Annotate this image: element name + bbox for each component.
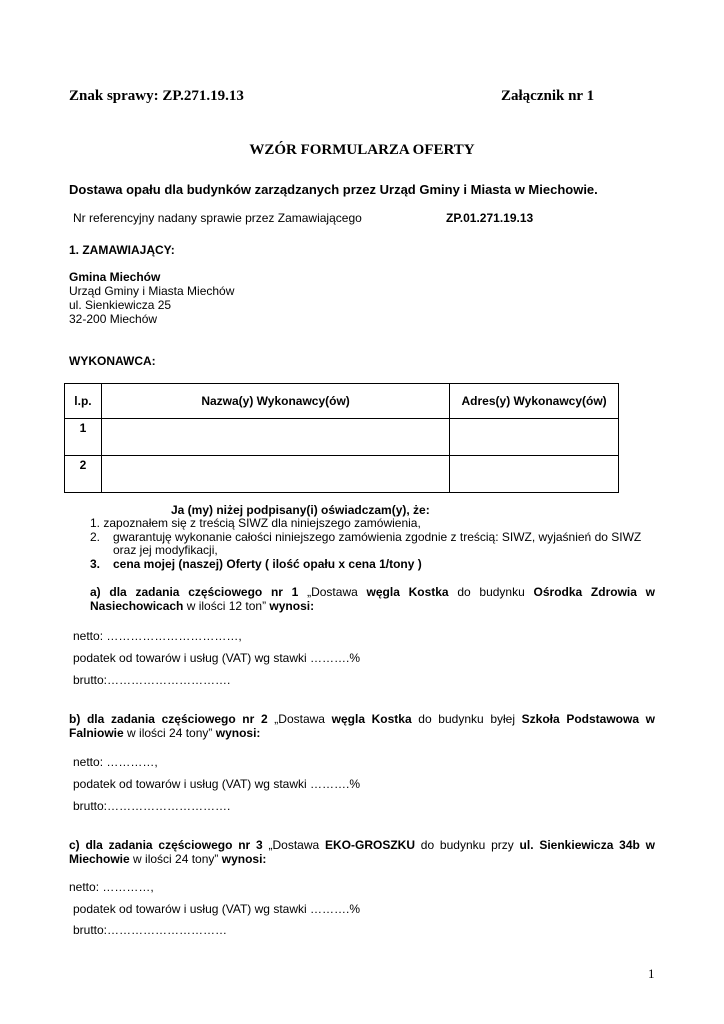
contractor-heading: WYKONAWCA: <box>69 354 156 368</box>
task-a-netto: netto: ……………………………, <box>73 629 242 643</box>
task-a-line-2: Nasiechowicach w ilości 12 ton” wynosi: <box>90 599 315 613</box>
task-b-line-1: b) dla zadania częściowego nr 2 „Dostawa węgla Kostka do budynku byłej Szkoła Podstawowa w <box>69 712 656 726</box>
ordering-name: Gmina Miechów <box>69 270 161 284</box>
task-c-brutto: brutto:………………………… <box>73 923 228 937</box>
declaration-item-2-cont: oraz jej modyfikacji, <box>113 543 218 557</box>
contractor-name-field[interactable] <box>101 419 449 456</box>
ordering-line: 32-200 Miechów <box>69 312 158 326</box>
attachment-number: Załącznik nr 1 <box>501 88 595 104</box>
declaration-item-2: gwarantuję wykonanie całości niniejszego zamówienia zgodnie z treścią: SIWZ, wyjaśnień do SIWZ <box>113 530 642 544</box>
contractor-address-field[interactable] <box>450 456 619 493</box>
task-c-line-1: c) dla zadania częściowego nr 3 „Dostawa EKO-GROSZKU do budynku przy ul. Sienkiewicza 34b w <box>69 838 655 852</box>
task-a-line-1: a) dla zadania częściowego nr 1 „Dostawa węgla Kostka do budynku Ośrodka Zdrowia w <box>90 585 655 599</box>
ordering-line: Urząd Gminy i Miasta Miechów <box>69 284 235 298</box>
case-reference: Znak sprawy: ZP.271.19.13 <box>69 88 244 104</box>
column-header-name: Nazwa(y) Wykonawcy(ów) <box>101 384 449 419</box>
contractor-name-field[interactable] <box>101 456 449 493</box>
task-c-vat: podatek od towarów i usług (VAT) wg stawki ……….% <box>73 902 360 916</box>
task-a-brutto: brutto:…………………………. <box>73 673 231 687</box>
contractor-address-field[interactable] <box>450 419 619 456</box>
reference-value: ZP.01.271.19.13 <box>446 211 534 225</box>
task-c-netto: netto: …………, <box>69 880 154 894</box>
task-b-brutto: brutto:…………………………. <box>73 799 231 813</box>
ordering-heading: 1. ZAMAWIAJĄCY: <box>69 243 175 257</box>
table-row <box>65 456 619 493</box>
declaration-item-3-number: 3. <box>90 557 101 571</box>
task-b-vat: podatek od towarów i usług (VAT) wg stawki ……….% <box>73 777 360 791</box>
contractor-table <box>64 383 619 493</box>
task-c-line-2: Miechowie w ilości 24 tony” wynosi: <box>69 852 267 866</box>
declaration-item-2-number: 2. <box>90 530 101 544</box>
task-a-vat: podatek od towarów i usług (VAT) wg stawki ……….% <box>73 651 360 665</box>
row-number: 2 <box>65 456 102 493</box>
declaration-intro: Ja (my) niżej podpisany(i) oświadczam(y), że: <box>171 503 430 517</box>
declaration-item-3: cena mojej (naszej) Oferty ( ilość opału x cena 1/tony ) <box>113 557 422 571</box>
page-title: WZÓR FORMULARZA OFERTY <box>249 142 475 158</box>
table-header-row <box>65 384 619 419</box>
column-header-lp: l.p. <box>65 384 102 419</box>
table-row <box>65 419 619 456</box>
subject: Dostawa opału dla budynków zarządzanych przez Urząd Gminy i Miasta w Miechowie. <box>69 182 598 197</box>
reference-label: Nr referencyjny nadany sprawie przez Zamawiającego <box>73 211 362 225</box>
ordering-line: ul. Sienkiewicza 25 <box>69 298 172 312</box>
column-header-address: Adres(y) Wykonawcy(ów) <box>450 384 619 419</box>
row-number: 1 <box>65 419 102 456</box>
page-number: 1 <box>648 966 655 981</box>
declaration-item-1: 1. zapoznałem się z treścią SIWZ dla niniejszego zamówienia, <box>90 516 421 530</box>
task-b-netto: netto: …………, <box>73 755 158 769</box>
task-b-line-2: Falniowie w ilości 24 tony” wynosi: <box>69 726 261 740</box>
